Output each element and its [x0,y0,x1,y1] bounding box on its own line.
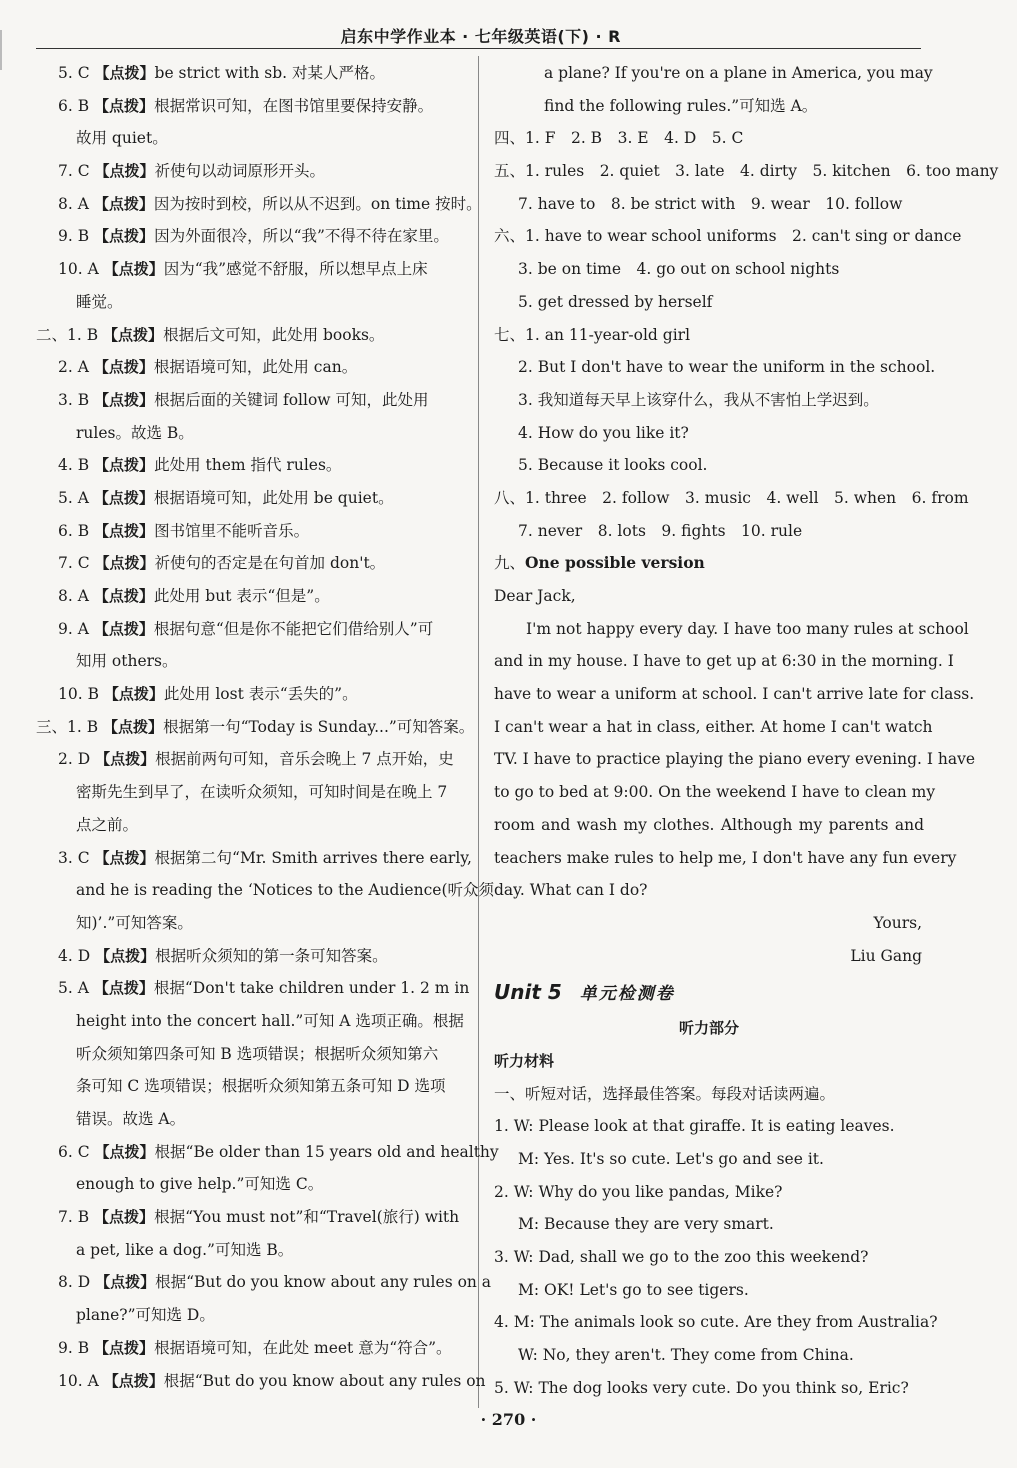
answer-text: 听众须知第四条可知 B 选项错误；根据听众须知第六 [76,1044,439,1063]
dialogue-line: M: Because they are very smart. [518,1215,774,1234]
answer-line [36,122,466,155]
answer-number: 8. A [58,587,94,605]
essay-label-line [494,547,924,580]
hint-tag: 【点拨】 [93,488,154,507]
answer-text: 因为外面很冷，所以“我”不得不待在家里。 [154,227,449,246]
answer-text: 睡觉。 [76,292,123,311]
answer-text: enough to give help.”可知选 C。 [76,1175,324,1194]
answer-number: 二、1. B [36,325,104,344]
dialogue-line: 5. W: The dog looks very cute. Do you think so, Eric? [494,1378,909,1397]
answer-line: a plane? If you're on a plane in America, you may [544,64,933,82]
answer-line [36,1299,466,1332]
answer-line [36,907,466,940]
hint-tag: 【点拨】 [94,1208,155,1227]
essay-signature: Liu Gang [850,946,922,965]
answer-line [36,809,466,842]
answer-line [36,1005,466,1038]
answer-text: 故用 quiet。 [76,129,168,148]
hint-tag: 【点拨】 [103,325,164,344]
answer-text: 因为“我”感觉不舒服，所以想早点上床 [163,260,428,279]
hint-tag: 【点拨】 [93,358,154,377]
answer-line [36,286,466,319]
answer-line: 五、1. rules 2. quiet 3. late 4. dirty 5. kitchen 6. too many [494,162,999,181]
hint-tag: 【点拨】 [94,456,155,475]
answer-text: 根据听众须知的第一条可知答案。 [155,946,388,965]
essay-closing: Yours, [873,913,922,932]
hint-tag: 【点拨】 [95,1273,156,1292]
answer-text: and he is reading the ‘Notices to the Audience(听众须 [76,881,494,900]
answer-text: a pet, like a dog.”可知选 B。 [76,1240,294,1259]
essay-line: I can't wear a hat in class, either. At home I can't watch [494,717,933,736]
essay-line: day. What can I do? [494,881,648,900]
answer-text: height into the concert hall.”可知 A 选项正确。根据 [76,1011,464,1030]
answer-line [36,1266,492,1299]
answer-line [36,384,466,417]
answer-text: 根据“You must not”和“Travel(旅行) with [154,1208,460,1227]
hint-tag: 【点拨】 [94,848,155,867]
essay-line: to go to bed at 9:00. On the weekend I have to clean my [494,783,936,802]
answer-line [36,351,466,384]
answer-line: 四、1. F 2. B 3. E 4. D 5. C [494,129,744,148]
answer-line [36,1365,486,1398]
dialogue-line: M: OK! Let's go to see tigers. [518,1280,749,1299]
answer-line [36,580,466,613]
answer-line [36,1136,499,1169]
hint-tag: 【点拨】 [94,96,155,115]
answer-text: 点之前。 [76,815,139,834]
answer-line: 六、1. have to wear school uniforms 2. can't sing or dance [494,227,962,246]
answer-number: 3. B [58,390,95,409]
essay-body [494,613,976,907]
answer-line [36,515,466,548]
answer-number: 三、1. B [36,717,104,736]
answer-line [36,482,466,515]
answer-text: plane?”可知选 D。 [76,1306,215,1325]
hint-tag: 【点拨】 [103,685,164,704]
dialogue-line: 3. W: Dad, shall we go to the zoo this weekend? [494,1248,869,1267]
answer-line [36,253,466,286]
answer-text: 根据句意“但是你不能把它们借给别人”可 [153,619,434,638]
hint-tag: 【点拨】 [94,554,155,573]
answer-line [36,220,466,253]
unit-heading [494,972,924,1012]
answer-line [36,417,466,450]
essay-line: and in my house. I have to get up at 6:30 in the morning. I [494,652,954,671]
hint-tag: 【点拨】 [93,194,154,213]
answer-text: 因为按时到校，所以从不迟到。on time 按时。 [153,194,482,213]
answer-number: 8. A [58,194,94,213]
answer-number: 8. D [58,1273,96,1292]
essay-version: One possible version [525,553,705,573]
page-header [36,24,921,49]
answer-line: 5. Because it looks cool. [518,456,708,475]
essay-greeting: Dear Jack, [494,587,576,605]
answer-line [36,1234,466,1267]
answer-line [36,1332,466,1365]
answer-text: 根据语境可知，此处用 can。 [153,358,358,377]
answer-number: 3. C [58,848,95,867]
hint-tag: 【点拨】 [93,979,154,998]
answer-text: 知)’.”可知答案。 [76,913,193,932]
answer-text: 知用 others。 [76,652,178,671]
answer-number: 5. C [58,64,95,82]
answer-line: 七、1. an 11-year-old girl [494,325,691,344]
answer-line [36,90,466,123]
answer-line: 4. How do you like it? [518,423,689,442]
hint-tag: 【点拨】 [95,750,156,769]
dialogue-line: M: Yes. It's so cute. Let's go and see it. [518,1150,824,1168]
hint-tag: 【点拨】 [94,1142,155,1161]
answer-text: 图书馆里不能听音乐。 [154,521,310,540]
answer-text: 根据“Don't take children under 1. 2 m in [153,979,470,998]
hint-tag: 【点拨】 [94,390,155,409]
essay-line: I'm not happy every day. I have too many rules at school [526,619,969,638]
hint-tag: 【点拨】 [95,946,156,965]
answer-text: 根据后文可知，此处用 books。 [163,325,385,344]
answer-number: 6. B [58,521,95,540]
answer-line [36,155,466,188]
answer-text: 祈使句的否定是在句首加 don't。 [154,554,386,573]
answer-line [36,57,466,90]
dialogue-list [494,1110,938,1404]
answer-text: 密斯先生到早了，在读听众须知，可知时间是在晚上 7 [76,783,448,802]
answer-line [36,743,466,776]
essay-line: room and wash my clothes. Although my parents and [494,815,924,834]
answer-text: rules。故选 B。 [76,423,194,442]
answer-text: 此处用 them 指代 rules。 [154,456,342,475]
answer-number: 9. A [58,619,94,638]
answer-line [36,188,482,221]
hint-tag: 【点拨】 [93,619,154,638]
answer-text: 根据第二句“Mr. Smith arrives there early, [154,848,472,867]
answer-line: find the following rules.”可知选 A。 [544,96,818,115]
essay-label: 九、 [494,554,526,573]
hint-tag: 【点拨】 [94,64,155,82]
answer-number: 9. B [58,1338,95,1357]
answer-line [36,678,466,711]
unit-desc: 单元检测卷 [579,984,675,1005]
answer-text: 错误。故选 A。 [76,1110,186,1128]
right-column [494,57,999,1405]
hint-tag: 【点拨】 [93,587,154,605]
answer-number: 2. D [58,750,96,769]
answer-line [36,645,466,678]
answer-number: 4. B [58,456,95,475]
essay-line: TV. I have to practice playing the piano every evening. I have [494,750,976,769]
answer-line [36,1168,466,1201]
answer-line: 7. never 8. lots 9. fights 10. rule [518,521,803,540]
left-column [36,57,499,1397]
answer-line: 2. But I don't have to wear the uniform in the school. [518,358,936,377]
essay-line: teachers make rules to help me, I don't have any fun every [494,848,957,867]
answer-number: 5. A [58,979,94,998]
answer-text: 根据“But do you know about any rules on a [155,1273,492,1292]
hint-tag: 【点拨】 [94,1338,155,1357]
answer-line [36,613,466,646]
answer-text: 根据第一句“Today is Sunday...”可知答案。 [163,717,475,736]
answer-number: 2. A [58,358,94,377]
answer-line [36,1103,466,1136]
header-title: 启东中学作业本 · 七年级英语(下) · R [340,27,621,46]
answer-line [36,1070,466,1103]
hint-tag: 【点拨】 [94,521,155,540]
answer-text: 祈使句以动词原形开头。 [154,162,326,181]
answer-text: 根据前两句可知，音乐会晚上 7 点开始，史 [155,750,454,769]
essay-line: have to wear a uniform at school. I can't arrive late for class. [494,685,975,704]
answer-line: 八、1. three 2. follow 3. music 4. well 5. when 6. from [494,488,969,507]
answer-line [36,972,470,1005]
answer-text: 根据语境可知，此处用 be quiet。 [153,488,394,507]
answer-line [36,940,466,973]
answer-text: be strict with sb. 对某人严格。 [154,64,386,82]
page-number: · 270 · [480,1410,537,1429]
listening-instruction: 一、听短对话，选择最佳答案。每段对话读两遍。 [494,1084,836,1103]
answer-number: 9. B [58,227,95,246]
unit-title: Unit 5 [494,980,562,1005]
answer-number: 10. B [58,685,104,704]
answer-line [36,842,472,875]
column-divider [478,56,479,1408]
answer-text: 根据“Be older than 15 years old and healthy [154,1142,499,1161]
answer-line: 7. have to 8. be strict with 9. wear 10. follow [518,194,903,213]
answer-number: 7. C [58,554,95,573]
answer-list-right [494,57,999,547]
answer-line [36,1201,466,1234]
dialogue-line: 4. M: The animals look so cute. Are they from Australia? [494,1313,938,1332]
answer-text: 根据后面的关键词 follow 可知，此处用 [154,390,429,409]
answer-line [36,547,466,580]
hint-tag: 【点拨】 [103,717,164,736]
hint-tag: 【点拨】 [103,260,164,279]
hint-tag: 【点拨】 [103,1371,164,1390]
answer-line [36,319,466,352]
answer-number: 10. A [58,260,104,279]
answer-line: 3. be on time 4. go out on school nights [518,260,840,279]
answer-line [36,776,466,809]
answer-line [36,711,475,744]
section-title: 听力部分 [678,1019,739,1038]
answer-text: 此处用 but 表示“但是”。 [153,587,330,605]
answer-line [36,449,466,482]
answer-line [36,874,494,907]
dialogue-line: 2. W: Why do you like pandas, Mike? [494,1182,783,1201]
answer-line: 3. 我知道每天早上该穿什么，我从不害怕上学迟到。 [518,390,879,409]
answer-text: 根据常识可知，在图书馆里要保持安静。 [154,96,434,115]
answer-text: 根据“But do you know about any rules on [163,1371,486,1390]
answer-number: 10. A [58,1371,104,1390]
answer-number: 7. C [58,162,95,181]
answer-number: 7. B [58,1208,95,1227]
answer-number: 5. A [58,488,94,507]
answer-text: 此处用 lost 表示“丢失的”。 [163,685,358,704]
answer-text: 根据语境可知，在此处 meet 意为“符合”。 [154,1338,452,1357]
answer-line [36,1038,466,1071]
dialogue-line: W: No, they aren't. They come from China. [518,1346,854,1365]
dialogue-line: 1. W: Please look at that giraffe. It is eating leaves. [494,1117,895,1136]
hint-tag: 【点拨】 [94,162,155,181]
scan-edge-mark [0,30,2,70]
hint-tag: 【点拨】 [94,227,155,246]
materials-label: 听力材料 [494,1051,555,1070]
answer-number: 4. D [58,946,96,965]
answer-number: 6. C [58,1142,95,1161]
answer-line: 5. get dressed by herself [518,292,713,311]
answer-text: 条可知 C 选项错误；根据听众须知第五条可知 D 选项 [76,1077,446,1096]
answer-number: 6. B [58,96,95,115]
